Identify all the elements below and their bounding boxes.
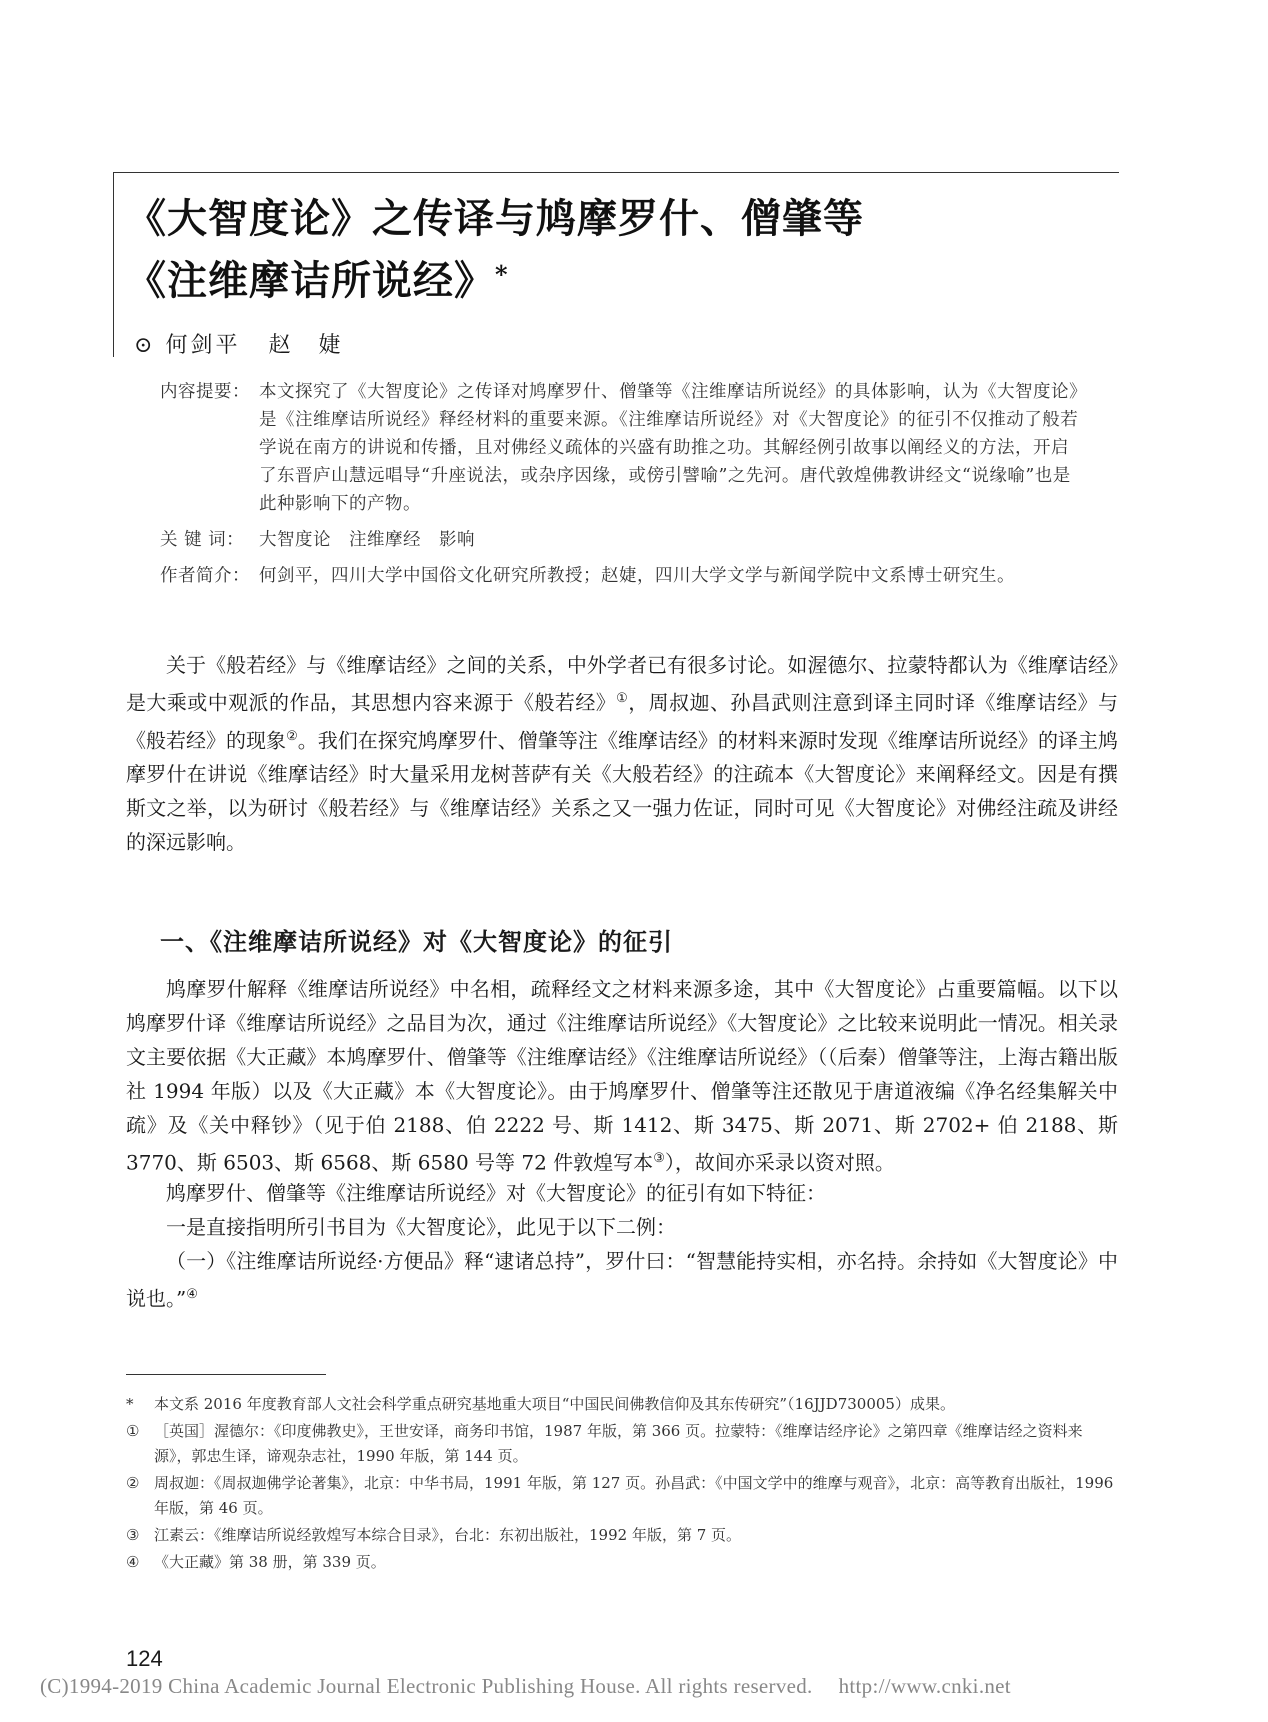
footnote-mark: ④	[126, 1553, 140, 1571]
p5-text: （一）《注维摩诘所说经·方便品》释“逮诸总持”，罗什曰：“智慧能持实相，亦名持。余持如《大智度论》中说也。”	[126, 1249, 1118, 1311]
footnote-text: 周叔迦：《周叔迦佛学论著集》，北京：中华书局，1991 年版，第 127 页。孙昌武：《中国文学中的维摩与观音》，北京：高等教育出版社，1996 年版，第 46 页。	[154, 1474, 1114, 1517]
footnote-text: 江素云：《维摩诘所说经敦煌写本综合目录》，台北：东初出版社，1992 年版，第 7 页。	[154, 1526, 742, 1544]
keywords-row	[160, 526, 1080, 554]
title-frame-top-rule	[113, 172, 1119, 173]
body-paragraph-2	[126, 972, 1118, 1180]
author-1: 何剑平	[165, 333, 241, 358]
bio-text: 何剑平，四川大学中国俗文化研究所教授；赵婕，四川大学文学与新闻学院中文系博士研究生。	[259, 566, 1015, 586]
p1-text-c: 。我们在探究鸠摩罗什、僧肇等注《维摩诘经》的材料来源时发现《维摩诘所说经》的译主鸠摩罗什在讲说《维摩诘经》时大量采用龙树菩萨有关《大般若经》的注疏本《大智度论》来阐释经文。因是有撰斯文之举，以为研讨《般若经》与《维摩诘经》关系之又一强力佐证，同时可见《大智度论》对佛经注疏及讲经的深远影响。	[126, 728, 1119, 855]
summary-text: 本文探究了《大智度论》之传译对鸠摩罗什、僧肇等《注维摩诘所说经》的具体影响，认为《大智度论》是《注维摩诘所说经》释经材料的重要来源。《注维摩诘所说经》对《大智度论》的征引不仅推动了般若学说在南方的讲说和传播，且对佛经义疏体的兴盛有助推之功。其解经例引故事以阐经义的方法，开启了东晋庐山慧远唱导“升座说法，或杂序因缘，或傍引譬喻”之先河。唐代敦煌佛教讲经文“说缘喻”也是此种影响下的产物。	[259, 382, 1079, 514]
body-paragraph-3: 鸠摩罗什、僧肇等《注维摩诘所说经》对《大智度论》的征引有如下特征：	[166, 1181, 826, 1205]
footnotes	[126, 1392, 1118, 1577]
footnote-mark: ②	[126, 1474, 140, 1492]
p1-text-b: ，周叔迦、孙昌武则注意到译主同时译《维摩诘经》与《般若经》的现象	[126, 690, 1118, 753]
title-footnote-mark: *	[495, 260, 509, 289]
title-line-2	[126, 250, 864, 312]
footnote-ref-4[interactable]: ④	[186, 1287, 198, 1302]
footnote-ref-2[interactable]: ②	[286, 728, 298, 744]
keywords-text: 大智度论 注维摩经 影响	[259, 530, 475, 550]
footnote-item	[126, 1523, 1118, 1548]
title-line-1: 《大智度论》之传译与鸠摩罗什、僧肇等	[126, 195, 864, 242]
footnote-item	[126, 1392, 1118, 1417]
summary-label: 内容提要：	[160, 382, 250, 402]
title-frame-left-rule	[113, 172, 114, 357]
footnote-mark: ③	[126, 1526, 140, 1544]
body-paragraph-4: 一是直接指明所引书目为《大智度论》，此见于以下二例：	[166, 1215, 676, 1239]
p2-text-a: 鸠摩罗什解释《维摩诘所说经》中名相，疏释经文之材料来源多途，其中《大智度论》占重要篇幅。以下以鸠摩罗什译《维摩诘所说经》之品目为次，通过《注维摩诘所说经》《大智度论》之比较来说明此一情况。相关录文主要依据《大正藏》本鸠摩罗什、僧肇等《注维摩诘经》《注维摩诘所说经》（（后秦）僧肇等注，上海古籍出版社 1994 年版）以及《大正藏》本《大智度论》。由于鸠摩罗什、僧肇等注还散见于唐道液编《净名经集解关中疏》及《关中释钞》（见于伯 2188、伯 2222 号、斯 1412、斯 3475、斯 2071、斯 2702+ 伯 2188、斯 3770、斯 6503、斯 6568、斯 6580 号等 72 件敦煌写本	[126, 977, 1118, 1175]
title-line-2-text: 《注维摩诘所说经》	[126, 257, 495, 304]
footnote-item	[126, 1471, 1118, 1521]
footnote-mark: *	[126, 1395, 134, 1413]
footnote-separator	[126, 1374, 326, 1375]
footnote-text: 《大正藏》第 38 册，第 339 页。	[154, 1553, 386, 1571]
keywords-label: 关 键 词：	[160, 530, 245, 550]
footnote-text: ［英国］渥德尔：《印度佛教史》，王世安译，商务印书馆，1987 年版，第 366 页。拉蒙特：《维摩诘经序论》之第四章《维摩诘经之资料来源》，郭忠生译，谛观杂志社，1990 年版，第 144 页。	[154, 1422, 1083, 1465]
bio-label: 作者简介：	[160, 566, 250, 586]
body-paragraph-1	[126, 648, 1118, 859]
footnote-mark: ①	[126, 1422, 140, 1440]
footnote-item	[126, 1419, 1118, 1469]
author-symbol: ⊙	[134, 333, 156, 358]
article-title	[126, 188, 864, 312]
footnote-item	[126, 1550, 1118, 1575]
page-number: 124	[126, 1646, 163, 1671]
copyright-text: (C)1994-2019 China Academic Journal Electronic Publishing House. All rights reserved.	[40, 1674, 813, 1698]
summary-row	[160, 378, 1080, 518]
bio-row	[160, 562, 1080, 590]
website-link[interactable]: http://www.cnki.net	[838, 1674, 1011, 1698]
author-line	[134, 328, 343, 359]
author-2: 赵 婕	[268, 333, 344, 358]
body-paragraph-5	[126, 1244, 1118, 1316]
footnote-ref-3[interactable]: ③	[653, 1151, 665, 1166]
section-heading-1: 一、《注维摩诘所说经》对《大智度论》的征引	[160, 927, 673, 956]
p2-text-b: ），故间亦采录以资对照。	[664, 1150, 895, 1175]
footnote-text: 本文系 2016 年度教育部人文社会科学重点研究基地重大项目“中国民间佛教信仰及其东传研究”（16JJD730005）成果。	[154, 1395, 955, 1413]
footnote-ref-1[interactable]: ①	[616, 691, 629, 706]
abstract-block	[160, 378, 1080, 598]
copyright-watermark	[40, 1674, 1011, 1699]
p1-text-a: 关于《般若经》与《维摩诘经》之间的关系，中外学者已有很多讨论。如渥德尔、拉蒙特都认为《维摩诘经》是大乘或中观派的作品，其思想内容来源于《般若经》	[126, 653, 1118, 715]
